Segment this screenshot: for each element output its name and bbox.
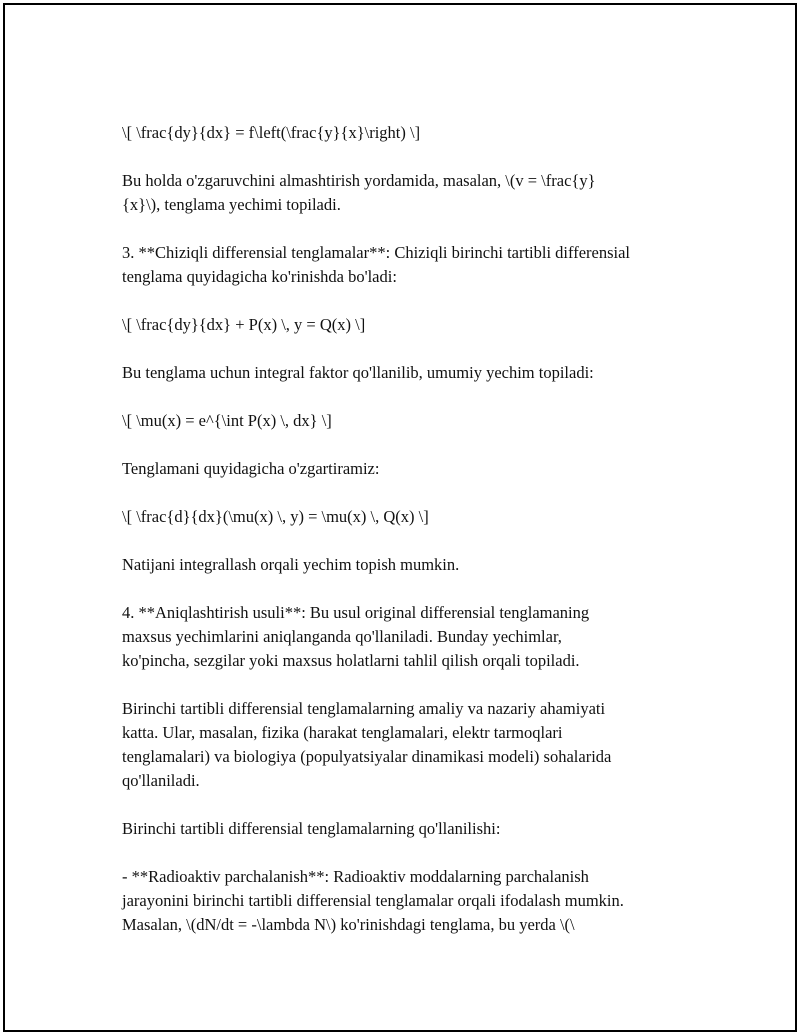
paragraph-integral-factor — [122, 361, 702, 385]
text-line: Birinchi tartibli differensial tenglamalarning qo'llanilishi: — [122, 819, 501, 838]
text-line: 3. **Chiziqli differensial tenglamalar**: Chiziqli birinchi tartibli differensial — [122, 243, 631, 262]
paragraph-applications-heading — [122, 817, 702, 841]
paragraph-substitution — [122, 169, 702, 217]
text-line: \[ \frac{dy}{dx} = f\left(\frac{y}{x}\right) \] — [122, 123, 421, 142]
text-line: tenglama quyidagicha ko'rinishda bo'ladi: — [122, 267, 397, 286]
paragraph-clarification-method — [122, 601, 702, 673]
text-line: Masalan, \(dN/dt = -\lambda N\) ko'rinishdagi tenglama, bu yerda \(\ — [122, 915, 575, 934]
paragraph-importance — [122, 697, 702, 793]
text-line: \[ \frac{dy}{dx} + P(x) \, y = Q(x) \] — [122, 315, 366, 334]
text-line: maxsus yechimlarini aniqlanganda qo'llaniladi. Bunday yechimlar, — [122, 627, 562, 646]
paragraph-transform — [122, 457, 702, 481]
text-line: \[ \mu(x) = e^{\int P(x) \, dx} \] — [122, 411, 332, 430]
equation-derivative — [122, 505, 702, 529]
text-line: Bu tenglama uchun integral faktor qo'llanilib, umumiy yechim topiladi: — [122, 363, 594, 382]
text-line: Bu holda o'zgaruvchini almashtirish yordamida, masalan, \(v = \frac{y} — [122, 171, 596, 190]
paragraph-linear-heading — [122, 241, 702, 289]
text-line: Natijani integrallash orqali yechim topish mumkin. — [122, 555, 460, 574]
paragraph-result — [122, 553, 702, 577]
document-body — [122, 121, 702, 961]
text-line: Tenglamani quyidagicha o'zgartiramiz: — [122, 459, 380, 478]
text-line: 4. **Aniqlashtirish usuli**: Bu usul original differensial tenglamaning — [122, 603, 590, 622]
equation-linear — [122, 313, 702, 337]
text-line: katta. Ular, masalan, fizika (harakat tenglamalari, elektr tarmoqlari — [122, 723, 563, 742]
equation-mu — [122, 409, 702, 433]
document-page — [3, 3, 797, 1032]
text-line: qo'llaniladi. — [122, 771, 200, 790]
text-line: \[ \frac{d}{dx}(\mu(x) \, y) = \mu(x) \, Q(x) \] — [122, 507, 429, 526]
text-line: tenglamalari) va biologiya (populyatsiyalar dinamikasi modeli) sohalarida — [122, 747, 612, 766]
text-line: ko'pincha, sezgilar yoki maxsus holatlarni tahlil qilish orqali topiladi. — [122, 651, 580, 670]
equation-homogeneous — [122, 121, 702, 145]
text-line: Birinchi tartibli differensial tenglamalarning amaliy va nazariy ahamiyati — [122, 699, 606, 718]
text-line: {x}\), tenglama yechimi topiladi. — [122, 195, 341, 214]
paragraph-radioactive-decay — [122, 865, 702, 937]
text-line: - **Radioaktiv parchalanish**: Radioaktiv moddalarning parchalanish — [122, 867, 589, 886]
text-line: jarayonini birinchi tartibli differensial tenglamalar orqali ifodalash mumkin. — [122, 891, 624, 910]
